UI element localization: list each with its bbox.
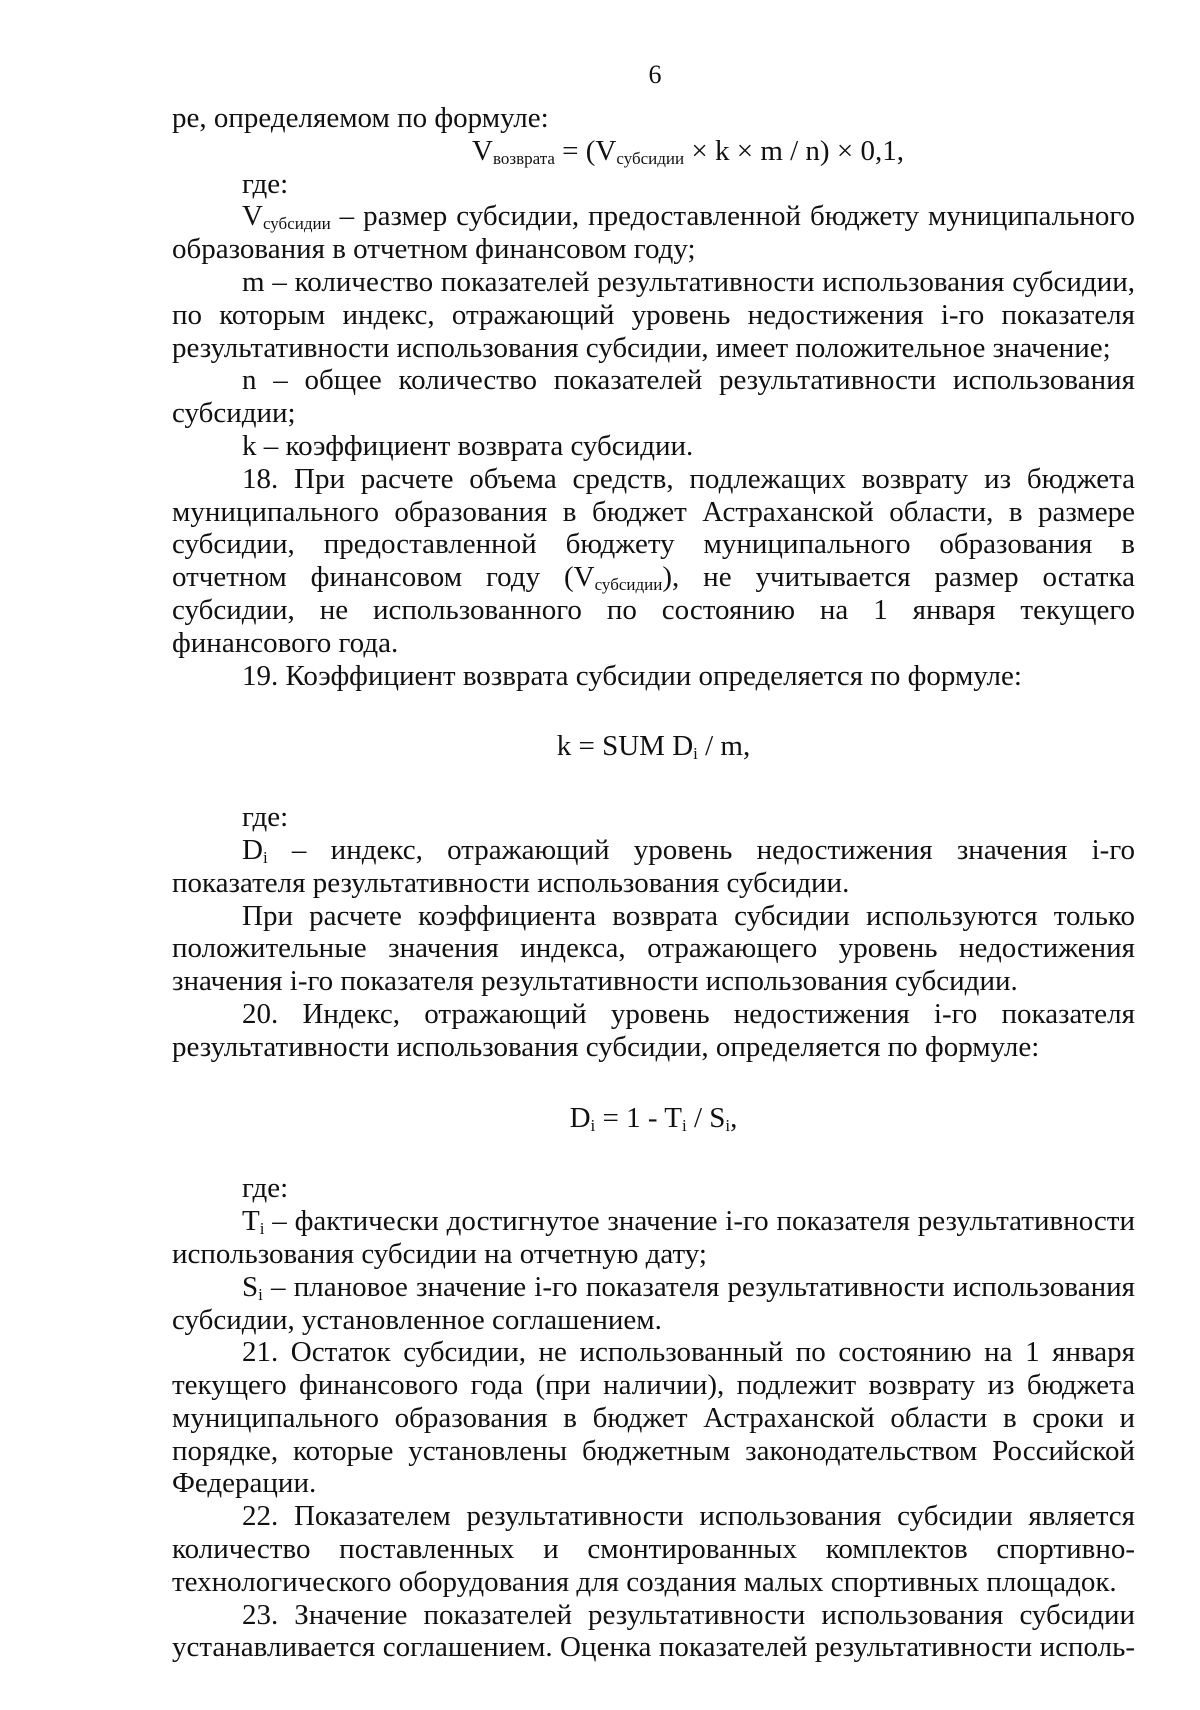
clause-20: 20. Индекс, отражающий уровень недостижения i-го показателя результативности использования субсидии, определяется по формуле: <box>172 997 1135 1063</box>
page-number: 6 <box>648 60 662 89</box>
clause-23: 23. Значение показателей результативности использования субсидии устанавливается соглашением. Оценка показателей результативности исполь- <box>172 1598 1135 1664</box>
clause-19: 19. Коэффициент возврата субсидии определяется по формуле: <box>242 659 1022 692</box>
definition-v-subsidy: $V_{субсидии}$ – размер субсидии, предоставленной бюджету муниципального образования в отчетном финансовом году; <box>172 200 1135 266</box>
formula-k: k = SUM $D_i$ / m, <box>556 730 751 764</box>
paragraph-intro: ре, определяемом по формуле: <box>172 102 549 134</box>
where-label: где: <box>242 801 289 834</box>
definition-n: n – общее количество показателей результативности использования субсидии; <box>172 364 1135 430</box>
document-body <box>172 102 1135 1664</box>
definition-d: $D_i$ – индекс, отражающий уровень недостижения значения i-го показателя результативности использования субсидии. <box>172 833 1135 899</box>
formula-return-volume: $V_{возврата} = (V_{субсидии} \times k \times m / n) \times 0,1$, <box>472 134 904 168</box>
clause-18: 18. При расчете объема средств, подлежащих возврату из бюджета муниципального образования в бюджет Астраханской области, в размере субсидии, предоставленной бюджету муниципального образования в отчетном финансовом году $(V_{субсидии})$, не учитывается размер остатка субсидии, не использованного по состоянию на 1 января текущего финансового года. <box>172 462 1135 659</box>
formula-d: $D_i = 1 - T_i / S_i$, <box>569 1101 738 1135</box>
definition-s: $S_i$ – плановое значение i-го показателя результативности использования субсидии, установленное соглашением. <box>172 1270 1135 1336</box>
where-label: где: <box>242 167 289 200</box>
where-label: где: <box>242 1172 289 1205</box>
definition-k: k – коэффициент возврата субсидии. <box>242 429 694 462</box>
definition-m: m – количество показателей результативности использования субсидии, по которым индекс, отражающий уровень недостижения i-го показателя результативности использования субсидии, имеет положительное значение; <box>172 265 1135 364</box>
paragraph-positive-values: При расчете коэффициента возврата субсидии используются только положительные значения индекса, отражающего уровень недостижения значения i-го показателя результативности использования субсидии. <box>172 899 1135 998</box>
clause-22: 22. Показателем результативности использования субсидии является количество поставленных и смонтированных комплектов спортивно-технологического оборудования для создания малых спортивных площадок. <box>172 1500 1135 1598</box>
clause-21: 21. Остаток субсидии, не использованный по состоянию на 1 января текущего финансового года (при наличии), подлежит возврату из бюджета муниципального образования в бюджет Астраханской области в сроки и порядке, которые установлены бюджетным законодательством Российской Федерации. <box>172 1336 1135 1500</box>
definition-t: $T_i$ – фактически достигнутое значение i-го показателя результативности использования субсидии на отчетную дату; <box>172 1205 1135 1270</box>
